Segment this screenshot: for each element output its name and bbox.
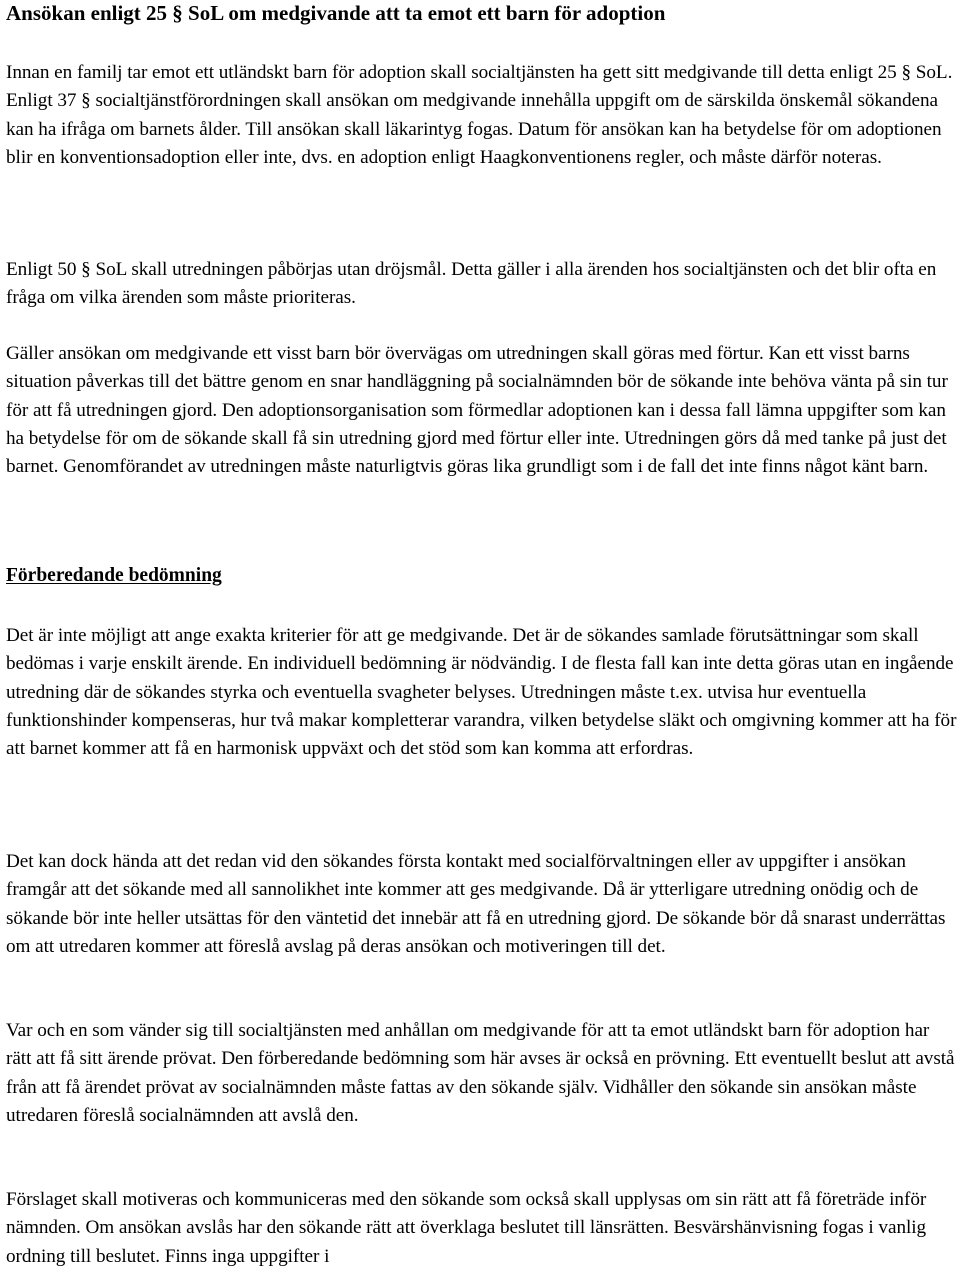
paragraph-sol-50: Enligt 50 § SoL skall utredningen påbörjas utan dröjsmål. Detta gäller i alla ärenden hos socialtjänsten och det blir ofta en fråga om vilka ärenden som måste prioriteras.: [6, 259, 937, 309]
paragraph-provning: Var och en som vänder sig till socialtjänsten med anhållan om medgivande för att ta emot utländskt barn för adoption har rätt att få sitt ärende prövat. Den förberedande bedömning som här avses är också en prövning. Ett eventuellt beslut att avstå från att få ärendet prövat av socialnämnden måste fattas av den sökande själv. Vidhåller den sökande sin ansökan måste utredaren föreslå socialnämnden att avslå den.: [6, 1020, 955, 1126]
paragraph-fortur: Gäller ansökan om medgivande ett visst barn bör övervägas om utredningen skall göras med förtur. Kan ett visst barns situation påverkas till det bättre genom en snar handläggning på socialnämnden bör de sökande inte behöva vänta på sin tur för att få utredningen gjord. Den adoptionsorganisation som förmedlar adoptionen kan i dessa fall lämna uppgifter som kan ha betydelse för om de sökande skall få sin utredning gjord med förtur eller inte. Utredningen görs då med tanke på just det barnet. Genomförandet av utredningen måste naturligtvis göras lika grundligt som i de fall det inte finns något känt barn.: [6, 343, 948, 478]
document-title: Ansökan enligt 25 § SoL om medgivande att ta emot ett barn för adoption: [6, 1, 666, 25]
paragraph-kriterier: Det är inte möjligt att ange exakta kriterier för att ge medgivande. Det är de sökandes samlade förutsättningar som skall bedömas i varje enskilt ärende. En individuell bedömning är nödvändig. I de flesta fall kan inte detta göras utan en ingående utredning där de sökandes styrka och eventuella svagheter belyses. Utredningen måste t.ex. utvisa hur eventuella funktionshinder kompenseras, hur två makar kompletterar varandra, vilken betydelse släkt och omgivning kommer att ha för att barnet kommer att få en harmonisk uppväxt och det stöd som kan komma att erfordras.: [6, 625, 957, 760]
section-heading: Förberedande bedömning: [6, 565, 222, 586]
paragraph-motivering: Förslaget skall motiveras och kommuniceras med den sökande som också skall upplysas om sin rätt att få företräde inför nämnden. Om ansökan avslås har den sökande rätt att överklaga beslutet till länsrätten. Besvärshänvisning fogas i vanlig ordning till beslutet. Finns inga uppgifter i: [6, 1189, 927, 1267]
paragraph-avslag: Det kan dock hända att det redan vid den sökandes första kontakt med socialförvaltningen eller av uppgifter i ansökan framgår att det sökande med all sannolikhet inte kommer att ges medgivande. Då är ytterligare utredning onödig och de sökande bör inte heller utsättas för den väntetid det innebär att få en utredning gjord. De sökande bör då snarast underrättas om att utredaren kommer att föreslå avslag på deras ansökan och motiveringen till det.: [6, 851, 946, 957]
paragraph-intro: Innan en familj tar emot ett utländskt barn för adoption skall socialtjänsten ha gett sitt medgivande till detta enligt 25 § SoL. Enligt 37 § socialtjänstförordningen skall ansökan om medgivande innehålla uppgift om de särskilda önskemål sökandena kan ha ifråga om barnets ålder. Till ansökan skall läkarintyg fogas. Datum för ansökan kan ha betydelse för om adoptionen blir en konventionsadoption eller inte, dvs. en adoption enligt Haagkonventionens regler, och måste därför noteras.: [6, 62, 953, 168]
